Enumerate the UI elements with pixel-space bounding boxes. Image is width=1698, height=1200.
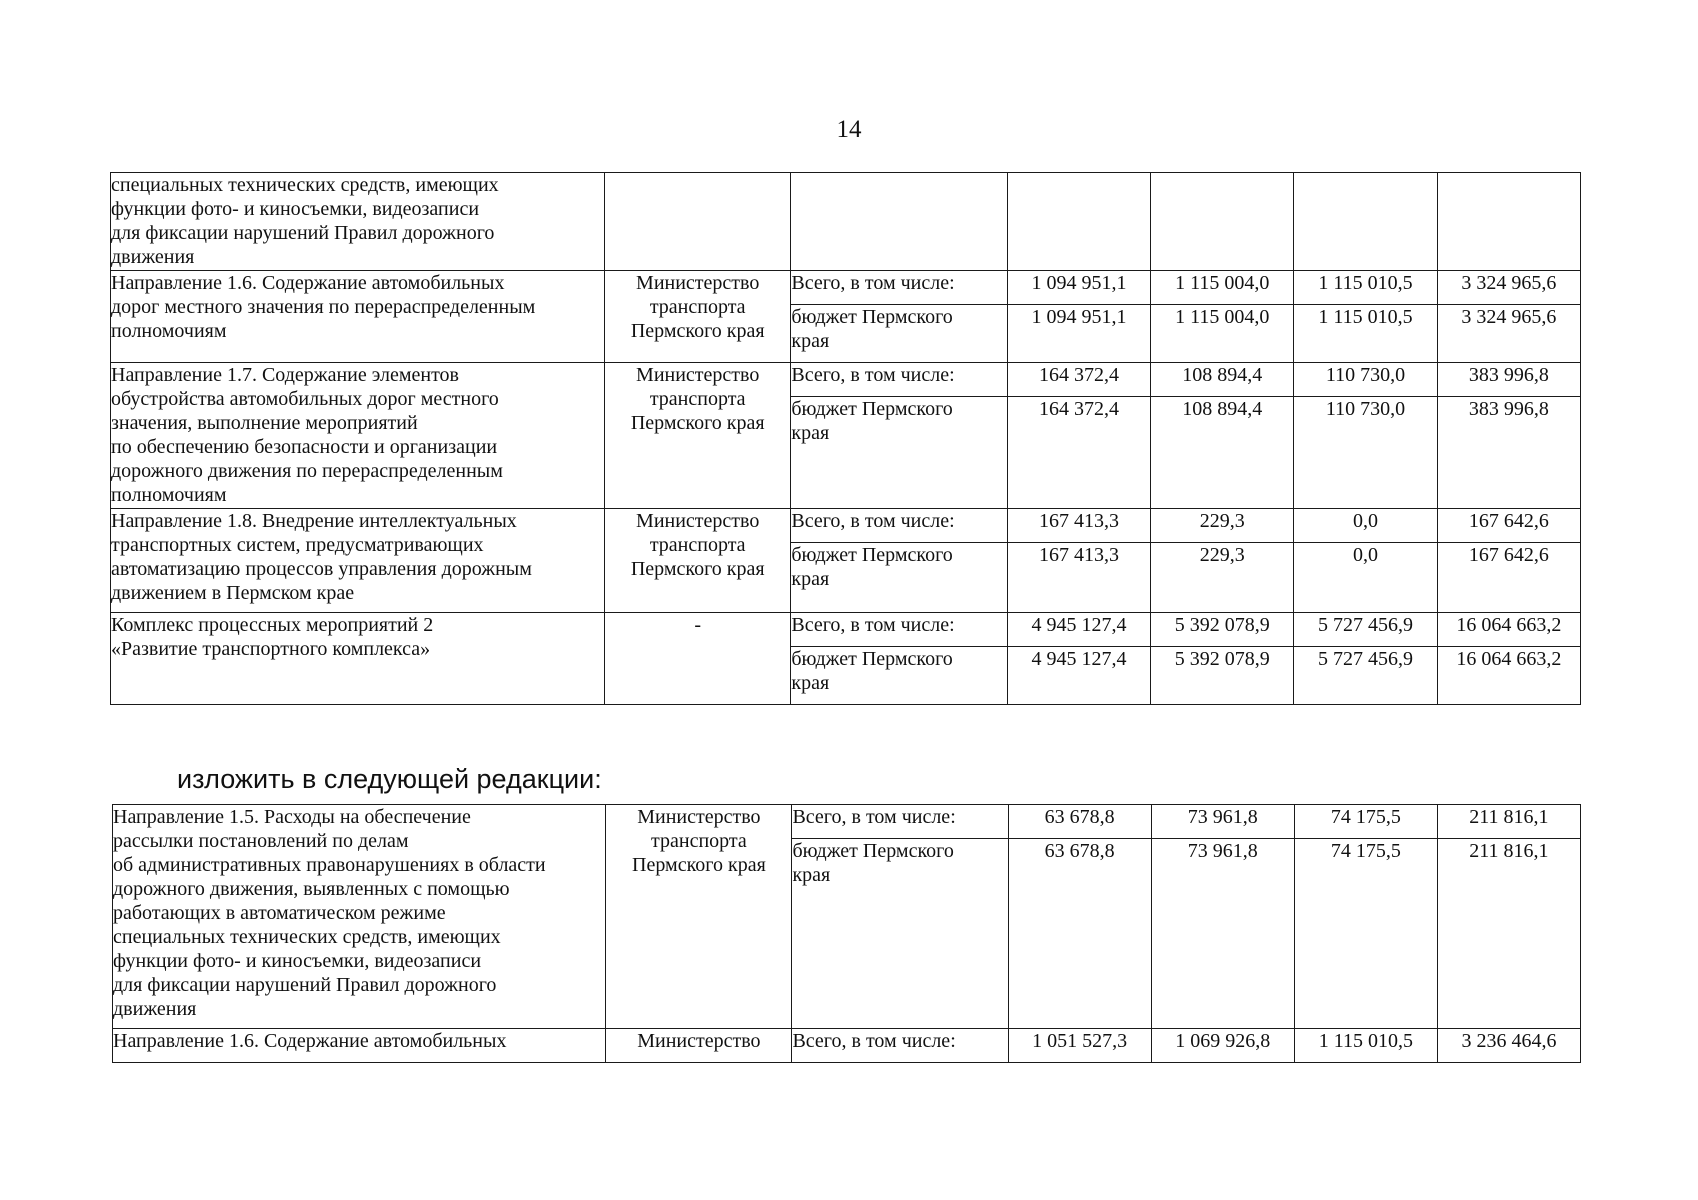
value-total: 3 236 464,6 [1437, 1029, 1580, 1063]
value-year-1: 1 094 951,1 [1007, 305, 1150, 363]
table-row [113, 1029, 1581, 1063]
value-total: 211 816,1 [1437, 839, 1580, 1029]
value-year-2 [1151, 173, 1294, 271]
value-year-2: 1 115 004,0 [1151, 271, 1294, 305]
value-year-2: 108 894,4 [1151, 363, 1294, 397]
funding-source: бюджет Пермского края [791, 397, 1007, 509]
value-year-3: 1 115 010,5 [1294, 305, 1437, 363]
value-year-2: 73 961,8 [1151, 839, 1294, 1029]
value-year-3: 110 730,0 [1294, 363, 1437, 397]
budget-table-old [110, 172, 1581, 705]
amendment-caption: изложить в следующей редакции: [177, 764, 602, 794]
value-year-1: 167 413,3 [1007, 509, 1150, 543]
funding-source: бюджет Пермского края [791, 647, 1007, 705]
value-year-1: 1 051 527,3 [1008, 1029, 1151, 1063]
value-total: 3 324 965,6 [1437, 271, 1580, 305]
value-total: 16 064 663,2 [1437, 647, 1580, 705]
funding-source [791, 173, 1007, 271]
responsible-executor: Министерство транспорта Пермского края [605, 363, 791, 509]
responsible-executor: Министерство транспорта Пермского края [605, 271, 791, 363]
value-year-2: 5 392 078,9 [1151, 647, 1294, 705]
value-year-3: 5 727 456,9 [1294, 613, 1437, 647]
table-row [111, 173, 1581, 271]
value-year-3: 74 175,5 [1294, 805, 1437, 839]
responsible-executor [605, 173, 791, 271]
value-year-3: 0,0 [1294, 543, 1437, 613]
value-year-3: 5 727 456,9 [1294, 647, 1437, 705]
page-number: 14 [836, 116, 862, 143]
value-total: 3 324 965,6 [1437, 305, 1580, 363]
table-row [111, 509, 1581, 543]
value-year-2: 73 961,8 [1151, 805, 1294, 839]
value-year-2: 5 392 078,9 [1151, 613, 1294, 647]
funding-source: бюджет Пермского края [791, 543, 1007, 613]
value-total: 211 816,1 [1437, 805, 1580, 839]
activity-name: Направление 1.5. Расходы на обеспечение рассылки постановлений по делам об административных правонарушениях в области дорожного движения, выявленных с помощью работающих в автоматическом режиме специальных технических средств, имеющих функции фото- и киносъемки, видеозаписи для фиксации нарушений Правил дорожного движения [113, 805, 606, 1029]
value-total [1437, 173, 1580, 271]
budget-table-new [112, 804, 1581, 1063]
funding-source: бюджет Пермского края [792, 839, 1008, 1029]
value-year-2: 229,3 [1151, 509, 1294, 543]
value-year-1: 164 372,4 [1007, 363, 1150, 397]
activity-name: специальных технических средств, имеющих функции фото- и киносъемки, видеозаписи для фиксации нарушений Правил дорожного движения [111, 173, 605, 271]
responsible-executor: Министерство транспорта Пермского края [605, 509, 791, 613]
responsible-executor: Министерство транспорта Пермского края [606, 805, 792, 1029]
value-year-1: 4 945 127,4 [1007, 647, 1150, 705]
value-year-1 [1007, 173, 1150, 271]
value-year-3: 0,0 [1294, 509, 1437, 543]
value-year-1: 167 413,3 [1007, 543, 1150, 613]
value-total: 167 642,6 [1437, 509, 1580, 543]
funding-source: Всего, в том числе: [791, 613, 1007, 647]
value-total: 383 996,8 [1437, 397, 1580, 509]
responsible-executor: Министерство [606, 1029, 792, 1063]
value-year-3: 110 730,0 [1294, 397, 1437, 509]
funding-source: Всего, в том числе: [791, 509, 1007, 543]
funding-source: бюджет Пермского края [791, 305, 1007, 363]
value-year-3: 1 115 010,5 [1294, 271, 1437, 305]
value-total: 383 996,8 [1437, 363, 1580, 397]
table-row [111, 363, 1581, 397]
table-row [111, 271, 1581, 305]
value-year-2: 1 069 926,8 [1151, 1029, 1294, 1063]
value-year-2: 108 894,4 [1151, 397, 1294, 509]
value-year-3: 74 175,5 [1294, 839, 1437, 1029]
value-total: 167 642,6 [1437, 543, 1580, 613]
value-year-2: 229,3 [1151, 543, 1294, 613]
funding-source: Всего, в том числе: [792, 1029, 1008, 1063]
value-year-1: 4 945 127,4 [1007, 613, 1150, 647]
table-row [113, 805, 1581, 839]
value-year-1: 63 678,8 [1008, 805, 1151, 839]
funding-source: Всего, в том числе: [791, 271, 1007, 305]
activity-name: Направление 1.8. Внедрение интеллектуальных транспортных систем, предусматривающих автоматизацию процессов управления дорожным движением в Пермском крае [111, 509, 605, 613]
value-year-1: 63 678,8 [1008, 839, 1151, 1029]
value-year-3: 1 115 010,5 [1294, 1029, 1437, 1063]
table-row [111, 613, 1581, 647]
value-year-1: 1 094 951,1 [1007, 271, 1150, 305]
responsible-executor: - [605, 613, 791, 705]
activity-name: Направление 1.6. Содержание автомобильных дорог местного значения по перераспределенным полномочиям [111, 271, 605, 363]
value-total: 16 064 663,2 [1437, 613, 1580, 647]
value-year-1: 164 372,4 [1007, 397, 1150, 509]
activity-name: Направление 1.7. Содержание элементов обустройства автомобильных дорог местного значения, выполнение мероприятий по обеспечению безопасности и организации дорожного движения по перераспределенным полномочиям [111, 363, 605, 509]
funding-source: Всего, в том числе: [791, 363, 1007, 397]
value-year-2: 1 115 004,0 [1151, 305, 1294, 363]
funding-source: Всего, в том числе: [792, 805, 1008, 839]
value-year-3 [1294, 173, 1437, 271]
activity-name: Направление 1.6. Содержание автомобильных [113, 1029, 606, 1063]
activity-name: Комплекс процессных мероприятий 2 «Развитие транспортного комплекса» [111, 613, 605, 705]
